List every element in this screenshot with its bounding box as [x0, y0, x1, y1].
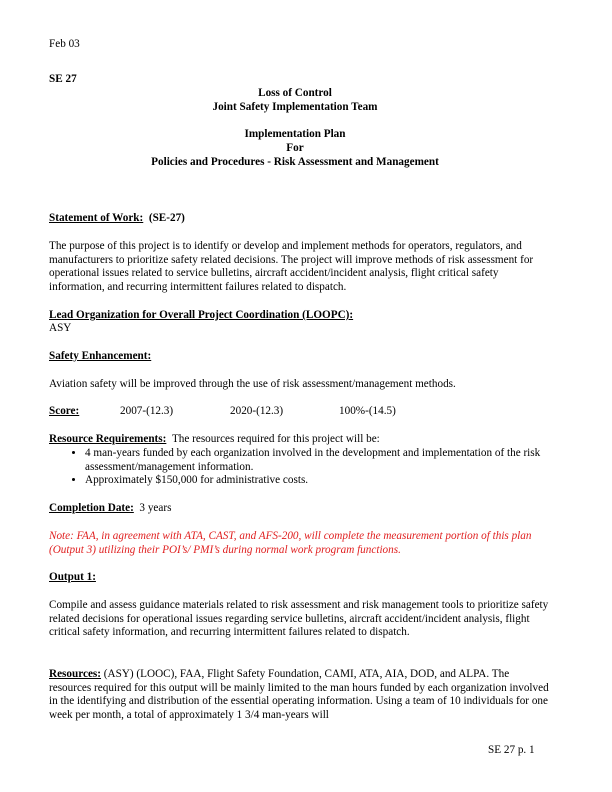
lead-org-value: ASY	[49, 322, 72, 334]
statement-of-work-heading	[49, 212, 185, 226]
safety-enhancement-body: Aviation safety will be improved through the use of risk assessment/management methods.	[49, 378, 456, 390]
resource-requirements-heading: Resource Requirements:	[49, 433, 167, 445]
statement-of-work-label: Statement of Work:	[49, 212, 144, 224]
title-subject: Policies and Procedures - Risk Assessment and Management	[151, 156, 439, 168]
score-label: Score:	[49, 405, 80, 417]
score-100pct: 100%-(14.5)	[339, 405, 396, 417]
se-number: SE 27	[49, 73, 77, 85]
statement-of-work-body: The purpose of this project is to identify or develop and implement methods for operators, regulators, and manufacturers to prioritize safety related decisions. The project will improve methods of risk assessment for operational issues related to service bulletins, aircraft accident/incident analysis, flight critical safety information, and recurring intermittent failures related to dispatch.	[49, 240, 534, 293]
resource-requirements-list	[49, 447, 585, 488]
resources-paragraph	[49, 668, 549, 723]
resources-heading: Resources:	[49, 668, 101, 680]
completion-line	[49, 502, 171, 516]
title-loss-of-control: Loss of Control	[258, 87, 332, 99]
resources-body: (ASY) (LOOC), FAA, Flight Safety Foundation, CAMI, ATA, AIA, DOD, and ALPA. The resources required for this output will be mainly limited to the man hours funded by each organization involved in the identifying and distribution of the essential operating information. Using a team of 10 individuals for one week per month, a total of approximately 1 3/4 man-years will	[49, 668, 549, 721]
lead-org-heading: Lead Organization for Overall Project Coordination (LOOPC):	[49, 309, 354, 321]
output1-heading: Output 1:	[49, 571, 96, 583]
title-implementation-plan: Implementation Plan	[244, 128, 346, 140]
output1-body: Compile and assess guidance materials related to risk assessment and risk management tools to prioritize safety related decisions for operational issues regarding service bulletins, aircraft accident/incident analysis, flight critical safety information, and recurring intermittent failures related to dispatch.	[49, 599, 549, 639]
completion-value: 3 years	[139, 502, 172, 514]
completion-heading: Completion Date:	[49, 502, 134, 514]
document-date: Feb 03	[49, 38, 80, 50]
resource-requirements-intro: The resources required for this project will be:	[171, 433, 380, 445]
resource-item: • 4 man-years funded by each organization involved in the development and implementation of the risk assessment/management information.	[85, 447, 585, 474]
resource-requirements-line	[49, 433, 380, 447]
measurement-note: Note: FAA, in agreement with ATA, CAST, and AFS-200, will complete the measurement portion of this plan (Output 3) utilizing their POI’s/ PMI’s during normal work program functions.	[49, 530, 532, 556]
statement-of-work-id: (SE-27)	[148, 212, 185, 224]
score-2020: 2020-(12.3)	[230, 405, 284, 417]
title-for: For	[286, 142, 304, 154]
resource-item: • Approximately $150,000 for administrative costs.	[85, 474, 585, 488]
title-team: Joint Safety Implementation Team	[212, 101, 378, 113]
safety-enhancement-heading: Safety Enhancement:	[49, 350, 152, 362]
page-footer: SE 27 p. 1	[488, 744, 535, 756]
score-2007: 2007-(12.3)	[120, 405, 174, 417]
